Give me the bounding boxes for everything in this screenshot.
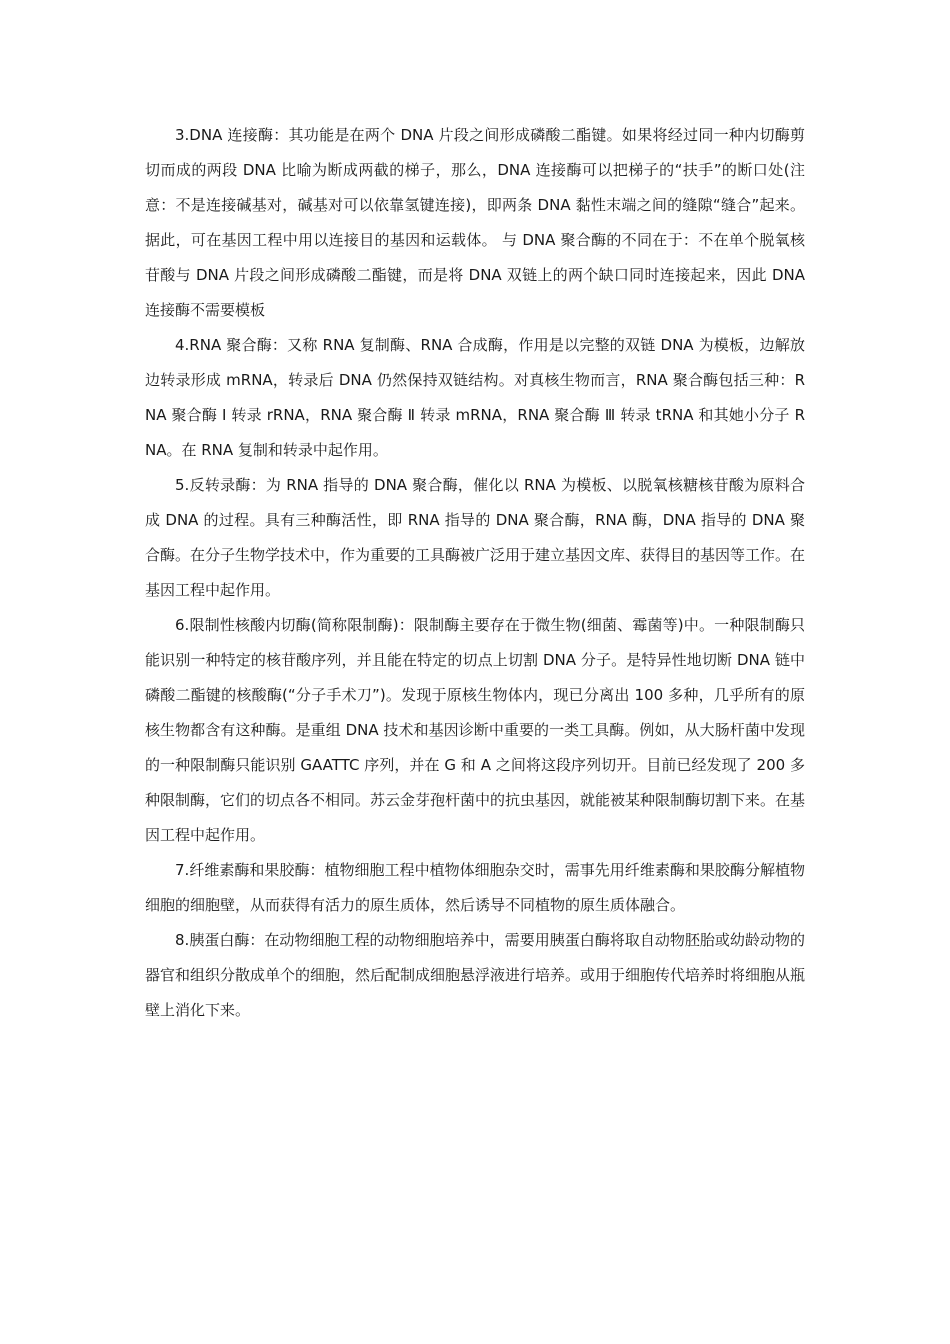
document-body	[145, 118, 805, 1028]
paragraph-rna-polymerase: 4.RNA 聚合酶：又称 RNA 复制酶、RNA 合成酶，作用是以完整的双链 DNA 为模板，边解放边转录形成 mRNA，转录后 DNA 仍然保持双链结构。对真核生物而言，RNA 聚合酶包括三种：RNA 聚合酶 I 转录 rRNA，RNA 聚合酶 Ⅱ 转录 mRNA，RNA 聚合酶 Ⅲ 转录 tRNA 和其她小分子 RNA。在 RNA 复制和转录中起作用。	[145, 336, 805, 459]
paragraph-trypsin: 8.胰蛋白酶：在动物细胞工程的动物细胞培养中，需要用胰蛋白酶将取自动物胚胎或幼龄动物的器官和组织分散成单个的细胞，然后配制成细胞悬浮液进行培养。或用于细胞传代培养时将细胞从瓶壁上消化下来。	[145, 931, 806, 1019]
paragraph-restriction-enzyme: 6.限制性核酸内切酶(简称限制酶)：限制酶主要存在于微生物(细菌、霉菌等)中。一种限制酶只能识别一种特定的核苷酸序列，并且能在特定的切点上切割 DNA 分子。是特异性地切断 DNA 链中磷酸二酯键的核酸酶(“分子手术刀”)。发现于原核生物体内，现已分离出 100 多种，几乎所有的原核生物都含有这种酶。是重组 DNA 技术和基因诊断中重要的一类工具酶。例如，从大肠杆菌中发现的一种限制酶只能识别 GAATTC 序列，并在 G 和 A 之间将这段序列切开。目前已经发现了 200 多种限制酶，它们的切点各不相同。苏云金芽孢杆菌中的抗虫基因，就能被某种限制酶切割下来。在基因工程中起作用。	[145, 616, 806, 844]
paragraph-cellulase-pectinase: 7.纤维素酶和果胶酶：植物细胞工程中植物体细胞杂交时，需事先用纤维素酶和果胶酶分解植物细胞的细胞壁，从而获得有活力的原生质体，然后诱导不同植物的原生质体融合。	[145, 861, 805, 914]
paragraph-reverse-transcriptase: 5.反转录酶：为 RNA 指导的 DNA 聚合酶，催化以 RNA 为模板、以脱氧核糖核苷酸为原料合成 DNA 的过程。具有三种酶活性，即 RNA 指导的 DNA 聚合酶，RNA 酶，DNA 指导的 DNA 聚合酶。在分子生物学技术中，作为重要的工具酶被广泛用于建立基因文库、获得目的基因等工作。在基因工程中起作用。	[145, 476, 806, 599]
paragraph-dna-ligase: 3.DNA 连接酶：其功能是在两个 DNA 片段之间形成磷酸二酯键。如果将经过同一种内切酶剪切而成的两段 DNA 比喻为断成两截的梯子，那么，DNA 连接酶可以把梯子的“扶手”的断口处(注意：不是连接碱基对，碱基对可以依靠氢键连接)，即两条 DNA 黏性末端之间的缝隙“缝合”起来。据此，可在基因工程中用以连接目的基因和运载体。 与 DNA 聚合酶的不同在于：不在单个脱氧核苷酸与 DNA 片段之间形成磷酸二酯键，而是将 DNA 双链上的两个缺口同时连接起来，因此 DNA 连接酶不需要模板	[145, 126, 805, 319]
